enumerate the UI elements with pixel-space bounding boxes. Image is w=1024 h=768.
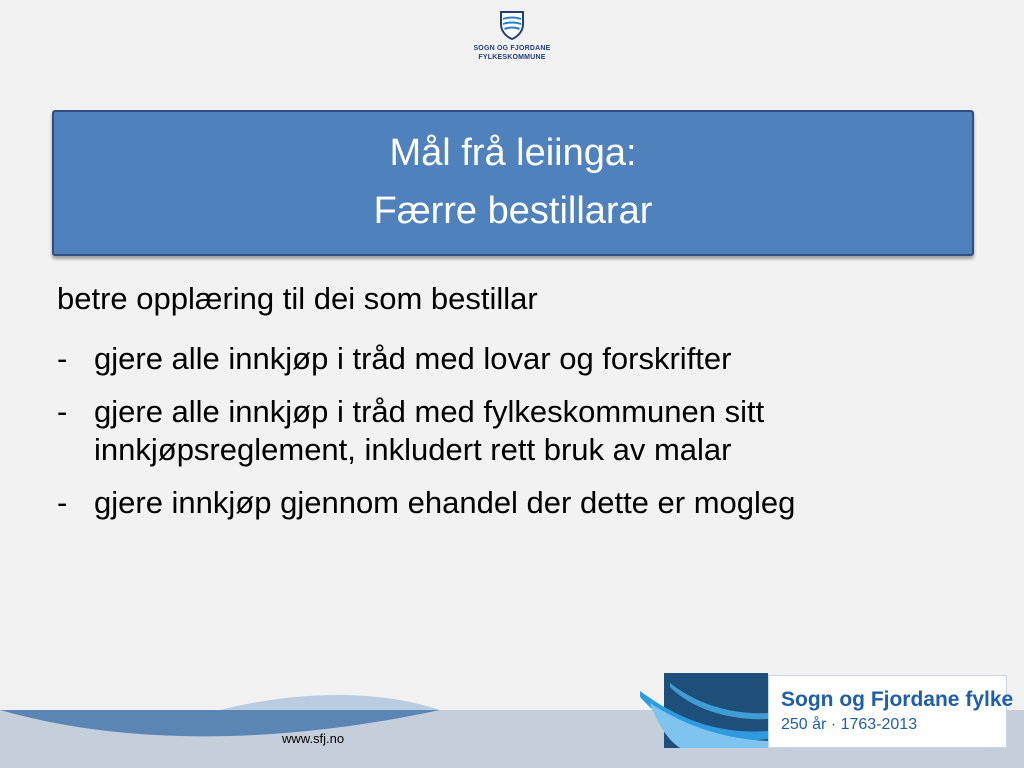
slide-content [57, 280, 977, 537]
bullet-text: gjere alle innkjøp i tråd med fylkeskommunen sitt innkjøpsreglement, inkludert rett bruk av malar [94, 394, 765, 467]
org-name-line2: FYLKESKOMMUNE [478, 54, 546, 61]
list-item [57, 340, 977, 378]
brand-name: Sogn og Fjordane fylke [781, 688, 1014, 711]
list-item [57, 393, 977, 469]
bullet-dash: - [57, 394, 68, 429]
slide-title-line2: Færre bestillarar [373, 190, 653, 232]
brand-banner [640, 673, 1014, 748]
footer-url: www.sfj.no [282, 731, 345, 746]
shield-crest-icon [499, 10, 525, 40]
brand-years: 250 år · 1763-2013 [781, 716, 918, 733]
header-logo [430, 10, 594, 62]
brand-wave-icon [640, 673, 768, 748]
slide-title-box [52, 110, 974, 256]
slide-title-line1: Mål frå leiinga: [389, 132, 637, 174]
bullet-dash: - [57, 485, 68, 520]
bullet-text: gjere alle innkjøp i tråd med lovar og forskrifter [94, 341, 732, 376]
content-intro: betre opplæring til dei som bestillar [57, 281, 538, 316]
list-item [57, 484, 977, 522]
bullet-dash: - [57, 341, 68, 376]
org-name-line1: SOGN OG FJORDANE [473, 45, 551, 52]
bullet-list [57, 340, 977, 522]
bullet-text: gjere innkjøp gjennom ehandel der dette er mogleg [94, 485, 796, 520]
brand-text-block [768, 675, 1014, 748]
